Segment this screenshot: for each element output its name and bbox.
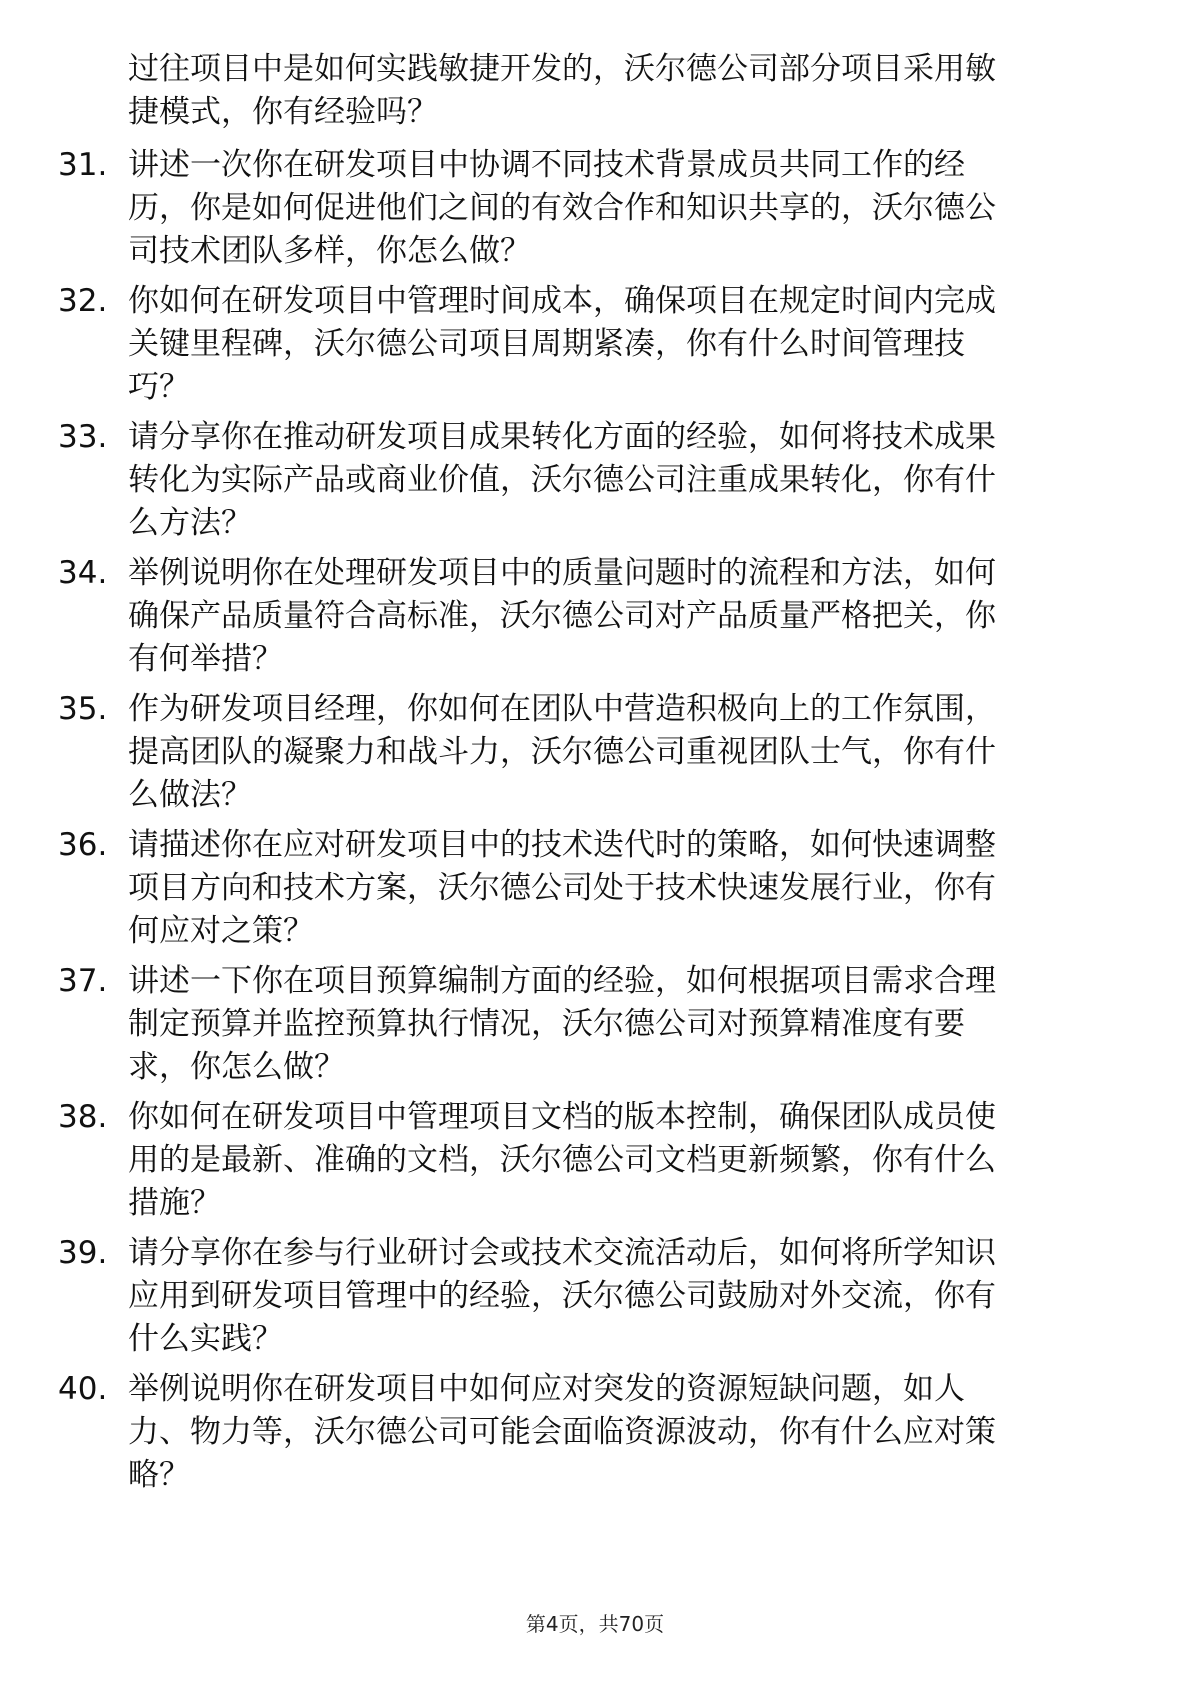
text-line: 用的是最新、准确的文档，沃尔德公司文档更新频繁，你有什么	[128, 1142, 996, 1178]
text-line: 举例说明你在研发项目中如何应对突发的资源短缺问题，如人	[128, 1371, 965, 1407]
text-line: 提高团队的凝聚力和战斗力，沃尔德公司重视团队士气，你有什	[128, 734, 996, 770]
text-line: 措施？	[128, 1185, 221, 1221]
question-text	[128, 280, 1128, 409]
text-line: 请分享你在参与行业研讨会或技术交流活动后，如何将所学知识	[128, 1235, 996, 1271]
question-number: 37.	[58, 963, 108, 999]
text-line: 求，你怎么做？	[128, 1049, 345, 1085]
question-number: 33.	[58, 419, 108, 455]
question-text	[128, 960, 1128, 1089]
question-text	[128, 144, 1128, 273]
text-line: 请描述你在应对研发项目中的技术迭代时的策略，如何快速调整	[128, 827, 996, 863]
question-number: 39.	[58, 1235, 108, 1271]
text-line: 巧？	[128, 369, 190, 405]
text-line: 你如何在研发项目中管理项目文档的版本控制，确保团队成员使	[128, 1099, 996, 1135]
question-text	[128, 824, 1128, 953]
question-text	[128, 1368, 1128, 1497]
question-text	[128, 552, 1128, 681]
text-line: 么做法？	[128, 777, 252, 813]
text-line: 过往项目中是如何实践敏捷开发的，沃尔德公司部分项目采用敏	[128, 51, 996, 87]
continuation-text	[128, 48, 1128, 134]
text-line: 请分享你在推动研发项目成果转化方面的经验，如何将技术成果	[128, 419, 996, 455]
text-line: 关键里程碑，沃尔德公司项目周期紧凑，你有什么时间管理技	[128, 326, 965, 362]
text-line: 讲述一次你在研发项目中协调不同技术背景成员共同工作的经	[128, 147, 965, 183]
question-number: 32.	[58, 283, 108, 319]
question-number: 38.	[58, 1099, 108, 1135]
page-footer: 第4页，共70页	[525, 1612, 665, 1636]
text-line: 讲述一下你在项目预算编制方面的经验，如何根据项目需求合理	[128, 963, 996, 999]
text-line: 确保产品质量符合高标准，沃尔德公司对产品质量严格把关，你	[128, 598, 996, 634]
text-line: 举例说明你在处理研发项目中的质量问题时的流程和方法，如何	[128, 555, 996, 591]
question-number: 31.	[58, 147, 108, 183]
text-line: 你如何在研发项目中管理时间成本，确保项目在规定时间内完成	[128, 283, 996, 319]
text-line: 历，你是如何促进他们之间的有效合作和知识共享的，沃尔德公	[128, 190, 996, 226]
question-number: 34.	[58, 555, 108, 591]
text-line: 略？	[128, 1457, 190, 1493]
text-line: 捷模式，你有经验吗？	[128, 94, 438, 130]
question-number: 35.	[58, 691, 108, 727]
text-line: 转化为实际产品或商业价值，沃尔德公司注重成果转化，你有什	[128, 462, 996, 498]
question-text	[128, 688, 1128, 817]
question-number: 40.	[58, 1371, 108, 1407]
text-line: 力、物力等，沃尔德公司可能会面临资源波动，你有什么应对策	[128, 1414, 996, 1450]
text-line: 应用到研发项目管理中的经验，沃尔德公司鼓励对外交流，你有	[128, 1278, 996, 1314]
question-text	[128, 1232, 1128, 1361]
text-line: 有何举措？	[128, 641, 283, 677]
question-number: 36.	[58, 827, 108, 863]
text-line: 何应对之策？	[128, 913, 314, 949]
text-line: 作为研发项目经理，你如何在团队中营造积极向上的工作氛围，	[128, 691, 996, 727]
text-line: 项目方向和技术方案，沃尔德公司处于技术快速发展行业，你有	[128, 870, 996, 906]
text-line: 司技术团队多样，你怎么做？	[128, 233, 531, 269]
text-line: 制定预算并监控预算执行情况，沃尔德公司对预算精准度有要	[128, 1006, 965, 1042]
text-line: 么方法？	[128, 505, 252, 541]
question-text	[128, 416, 1128, 545]
question-text	[128, 1096, 1128, 1225]
text-line: 什么实践？	[128, 1321, 283, 1357]
